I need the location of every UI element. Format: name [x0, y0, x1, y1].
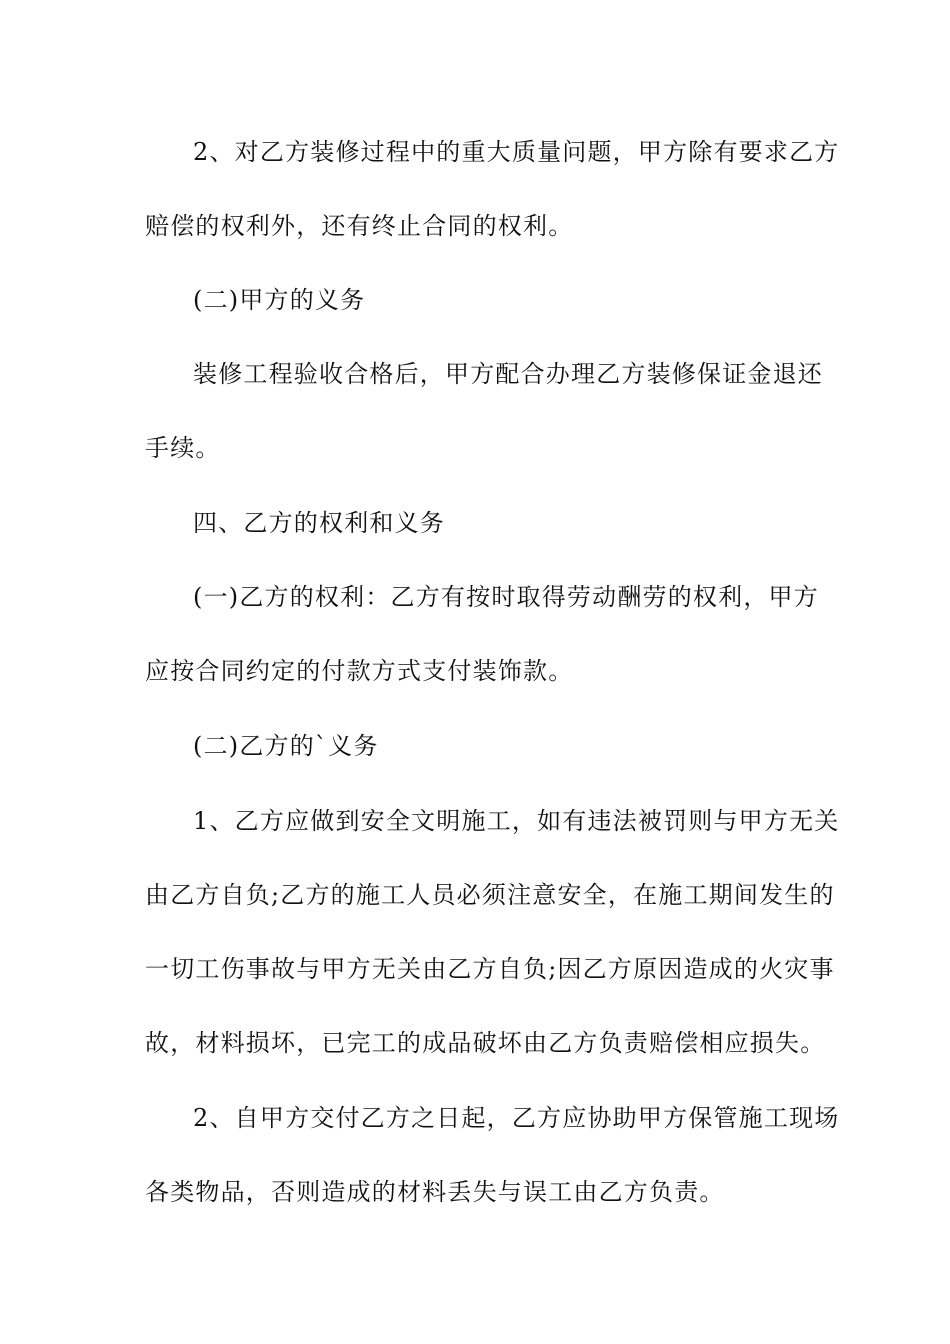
section-heading: (二)乙方的`义务 — [193, 732, 379, 760]
text-line: 由乙方自负;乙方的施工人员必须注意安全，在施工期间发生的 — [145, 881, 835, 909]
section-heading: (二)甲方的义务 — [193, 286, 366, 314]
text-line: (一)乙方的权利：乙方有按时取得劳动酬劳的权利，甲方 — [193, 583, 819, 611]
text-line: 2、对乙方装修过程中的重大质量问题，甲方除有要求乙方 — [193, 138, 840, 166]
text-line: 故，材料损坏，已完工的成品破坏由乙方负责赔偿相应损失。 — [145, 1029, 826, 1057]
text-line: 一切工伤事故与甲方无关由乙方自负;因乙方原因造成的火灾事 — [145, 955, 835, 983]
text-line: 手续。 — [145, 434, 221, 462]
text-line: 赔偿的权利外，还有终止合同的权利。 — [145, 212, 574, 240]
text-line: 各类物品，否则造成的材料丢失与误工由乙方负责。 — [145, 1178, 725, 1206]
text-line: 应按合同约定的付款方式支付装饰款。 — [145, 657, 574, 685]
text-line: 2、自甲方交付乙方之日起，乙方应协助甲方保管施工现场 — [193, 1104, 840, 1132]
text-line: 1、乙方应做到安全文明施工，如有违法被罚则与甲方无关 — [193, 807, 840, 835]
section-heading: 四、乙方的权利和义务 — [193, 509, 445, 537]
text-line: 装修工程验收合格后，甲方配合办理乙方装修保证金退还 — [193, 360, 823, 388]
